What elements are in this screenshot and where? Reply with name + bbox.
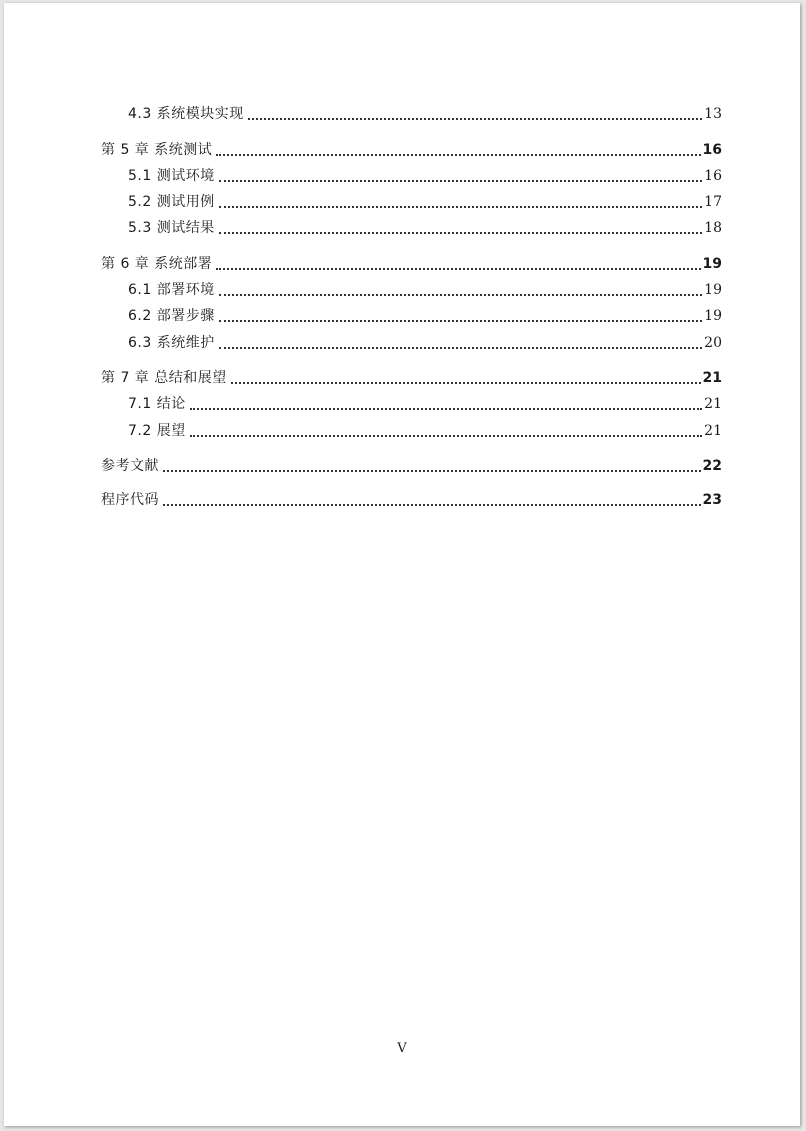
toc-leader-dots — [163, 504, 701, 506]
toc-entry-6-1[interactable] — [128, 279, 722, 301]
toc-leader-dots — [163, 470, 701, 472]
toc-entry-page: 21 — [704, 423, 722, 439]
toc-leader-dots — [248, 118, 702, 120]
toc-entry-page: 13 — [704, 106, 722, 122]
toc-entry-chapter-5[interactable] — [101, 139, 722, 161]
toc-entry-page: 22 — [702, 458, 722, 474]
toc-leader-dots — [190, 408, 702, 410]
toc-entry-label: 6.1 部署环境 — [128, 282, 215, 298]
toc-entry-page: 18 — [704, 220, 722, 236]
toc-entry-label: 第 6 章 系统部署 — [101, 256, 213, 272]
toc-entry-7-1[interactable] — [128, 393, 722, 415]
toc-leader-dots — [219, 294, 702, 296]
toc-entry-label: 4.3 系统模块实现 — [128, 106, 244, 122]
toc-leader-dots — [219, 206, 702, 208]
toc-entry-5-1[interactable] — [128, 165, 722, 187]
toc-entry-label: 第 5 章 系统测试 — [101, 142, 213, 158]
toc-entry-chapter-7[interactable] — [101, 367, 722, 389]
toc-entry-page: 23 — [702, 492, 722, 508]
toc-entry-page: 16 — [704, 168, 722, 184]
toc-entry-page: 19 — [702, 256, 722, 272]
toc-entry-page: 21 — [704, 396, 722, 412]
toc-entry-page: 17 — [704, 194, 722, 210]
toc-leader-dots — [216, 154, 700, 156]
toc-leader-dots — [231, 382, 701, 384]
toc-entry-label: 7.1 结论 — [128, 396, 186, 412]
toc-entry-page: 19 — [704, 308, 722, 324]
toc-entry-page: 19 — [704, 282, 722, 298]
toc-leader-dots — [219, 232, 702, 234]
toc-entry-6-2[interactable] — [128, 305, 722, 327]
toc-entry-label: 6.2 部署步骤 — [128, 308, 215, 324]
toc-entry-label: 程序代码 — [101, 492, 159, 508]
toc-entry-page: 16 — [702, 142, 722, 158]
toc-entry-7-2[interactable] — [128, 420, 722, 442]
toc-leader-dots — [219, 180, 702, 182]
toc-entry-label: 5.1 测试环境 — [128, 168, 215, 184]
toc-entry-label: 5.2 测试用例 — [128, 194, 215, 210]
toc-entry-label: 参考文献 — [101, 458, 159, 474]
toc-entry-chapter-6[interactable] — [101, 253, 722, 275]
page-footer-number: V — [397, 1041, 407, 1056]
toc-entry-label: 7.2 展望 — [128, 423, 186, 439]
toc-entry-source-code[interactable] — [101, 489, 722, 511]
toc-entry-4-3[interactable] — [128, 103, 722, 125]
toc-entry-6-3[interactable] — [128, 332, 722, 354]
toc-entry-label: 6.3 系统维护 — [128, 335, 215, 351]
toc-entry-page: 20 — [704, 335, 722, 351]
toc-leader-dots — [219, 320, 702, 322]
toc-entry-5-3[interactable] — [128, 217, 722, 239]
toc-leader-dots — [190, 435, 702, 437]
toc-leader-dots — [219, 347, 702, 349]
toc-leader-dots — [216, 268, 700, 270]
toc-entry-label: 5.3 测试结果 — [128, 220, 215, 236]
toc-entry-references[interactable] — [101, 455, 722, 477]
toc-entry-5-2[interactable] — [128, 191, 722, 213]
toc-entry-label: 第 7 章 总结和展望 — [101, 370, 227, 386]
document-page — [4, 3, 800, 1126]
toc-entry-page: 21 — [702, 370, 722, 386]
